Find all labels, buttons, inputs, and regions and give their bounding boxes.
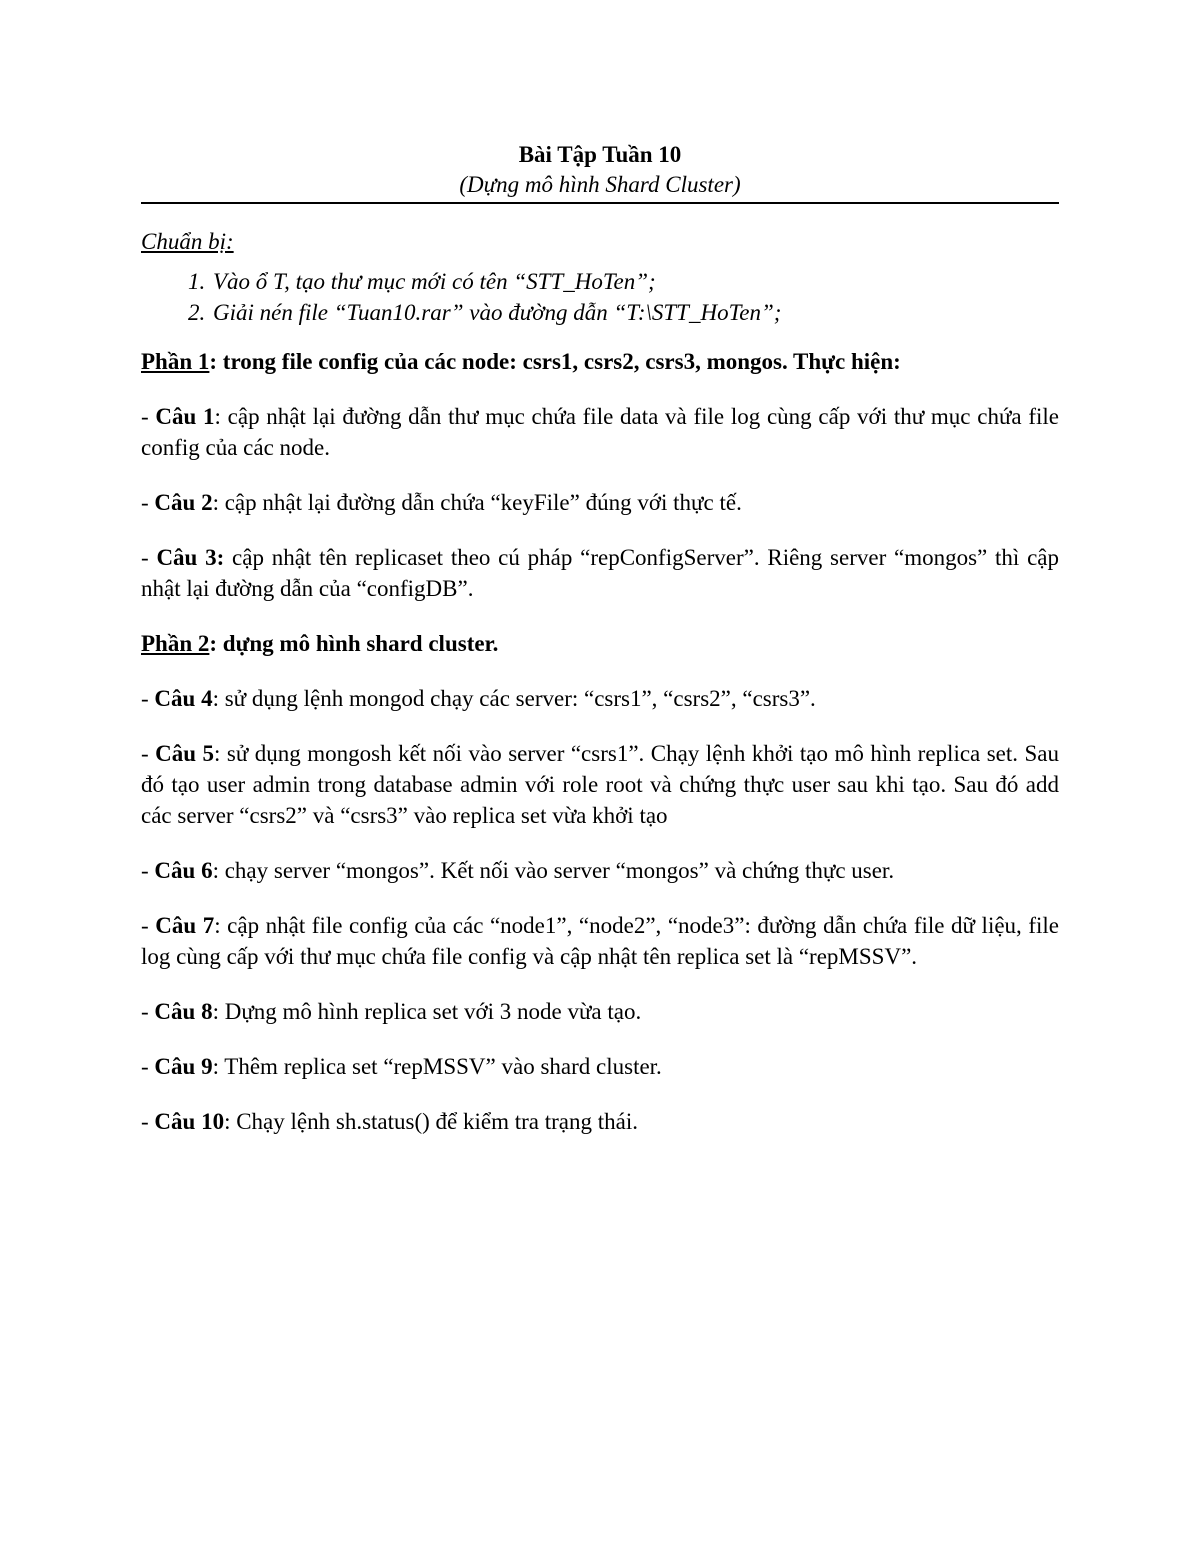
question-prefix: - — [141, 858, 155, 883]
question-text: : sử dụng lệnh mongod chạy các server: “csrs1”, “csrs2”, “csrs3”. — [212, 686, 816, 711]
document-subtitle: (Dựng mô hình Shard Cluster) — [141, 170, 1059, 204]
question-label: Câu 3: — [156, 545, 225, 570]
question-9 — [141, 1051, 1059, 1082]
question-text: : Dựng mô hình replica set với 3 node vừa tạo. — [212, 999, 642, 1024]
part-2-text: : dựng mô hình shard cluster. — [209, 631, 499, 656]
question-label: Câu 7 — [155, 913, 215, 938]
preparation-list — [141, 266, 1059, 328]
preparation-item: 2. Giải nén file “Tuan10.rar” vào đường dẫn “T:\STT_HoTen”; — [211, 297, 1059, 328]
question-prefix: - — [141, 1109, 155, 1134]
part-1-heading — [141, 346, 1059, 377]
part-1-label: Phần 1 — [141, 349, 210, 374]
preparation-label: Chuẩn bị: — [141, 229, 234, 254]
part-1-text: : trong file config của các node: csrs1, csrs2, csrs3, mongos. Thực hiện: — [209, 349, 901, 374]
question-prefix: - — [141, 741, 156, 766]
question-text: : sử dụng mongosh kết nối vào server “csrs1”. Chạy lệnh khởi tạo mô hình replica set. Sau đó tạo user admin trong database admin với role root và chứng thực user sau khi tạo. Sau đó add các server “csrs2” và “csrs3” vào replica set vừa khởi tạo — [141, 741, 1059, 828]
question-3 — [141, 542, 1059, 604]
question-prefix: - — [141, 1054, 155, 1079]
question-label: Câu 2 — [154, 490, 213, 515]
document-page — [141, 140, 1059, 1137]
question-10 — [141, 1106, 1059, 1137]
document-title: Bài Tập Tuần 10 — [518, 142, 682, 167]
question-text: cập nhật tên replicaset theo cú pháp “repConfigServer”. Riêng server “mongos” thì cập nhật lại đường dẫn của “configDB”. — [141, 545, 1059, 601]
question-text: : chạy server “mongos”. Kết nối vào server “mongos” và chứng thực user. — [212, 858, 895, 883]
question-label: Câu 10 — [154, 1109, 225, 1134]
question-text: : cập nhật file config của các “node1”, “node2”, “node3”: đường dẫn chứa file dữ liệu, file log cùng cấp với thư mục chứa file config và cập nhật tên replica set là “repMSSV”. — [141, 913, 1060, 969]
question-prefix: - — [141, 545, 157, 570]
preparation-item: 1. Vào ổ T, tạo thư mục mới có tên “STT_HoTen”; — [211, 266, 1059, 297]
question-prefix: - — [141, 999, 155, 1024]
question-8 — [141, 996, 1059, 1027]
question-6 — [141, 855, 1059, 886]
question-text: : Chạy lệnh sh.status() để kiểm tra trạng thái. — [224, 1109, 638, 1134]
question-text: : cập nhật lại đường dẫn thư mục chứa file data và file log cùng cấp với thư mục chứa file config của các node. — [141, 404, 1059, 460]
question-label: Câu 4 — [154, 686, 213, 711]
question-4 — [141, 683, 1059, 714]
question-label: Câu 6 — [154, 858, 213, 883]
question-1 — [141, 401, 1059, 463]
question-prefix: - — [141, 913, 156, 938]
question-2 — [141, 487, 1059, 518]
question-prefix: - — [141, 404, 156, 429]
question-text: : cập nhật lại đường dẫn chứa “keyFile” đúng với thực tế. — [212, 490, 742, 515]
question-text: : Thêm replica set “repMSSV” vào shard cluster. — [212, 1054, 662, 1079]
part-2-label: Phần 2 — [141, 631, 210, 656]
question-label: Câu 1 — [155, 404, 215, 429]
question-prefix: - — [141, 686, 155, 711]
question-prefix: - — [141, 490, 155, 515]
part-2-heading — [141, 628, 1059, 659]
question-7 — [141, 910, 1059, 972]
question-label: Câu 9 — [154, 1054, 213, 1079]
question-label: Câu 5 — [155, 741, 215, 766]
question-5 — [141, 738, 1059, 831]
question-label: Câu 8 — [154, 999, 213, 1024]
